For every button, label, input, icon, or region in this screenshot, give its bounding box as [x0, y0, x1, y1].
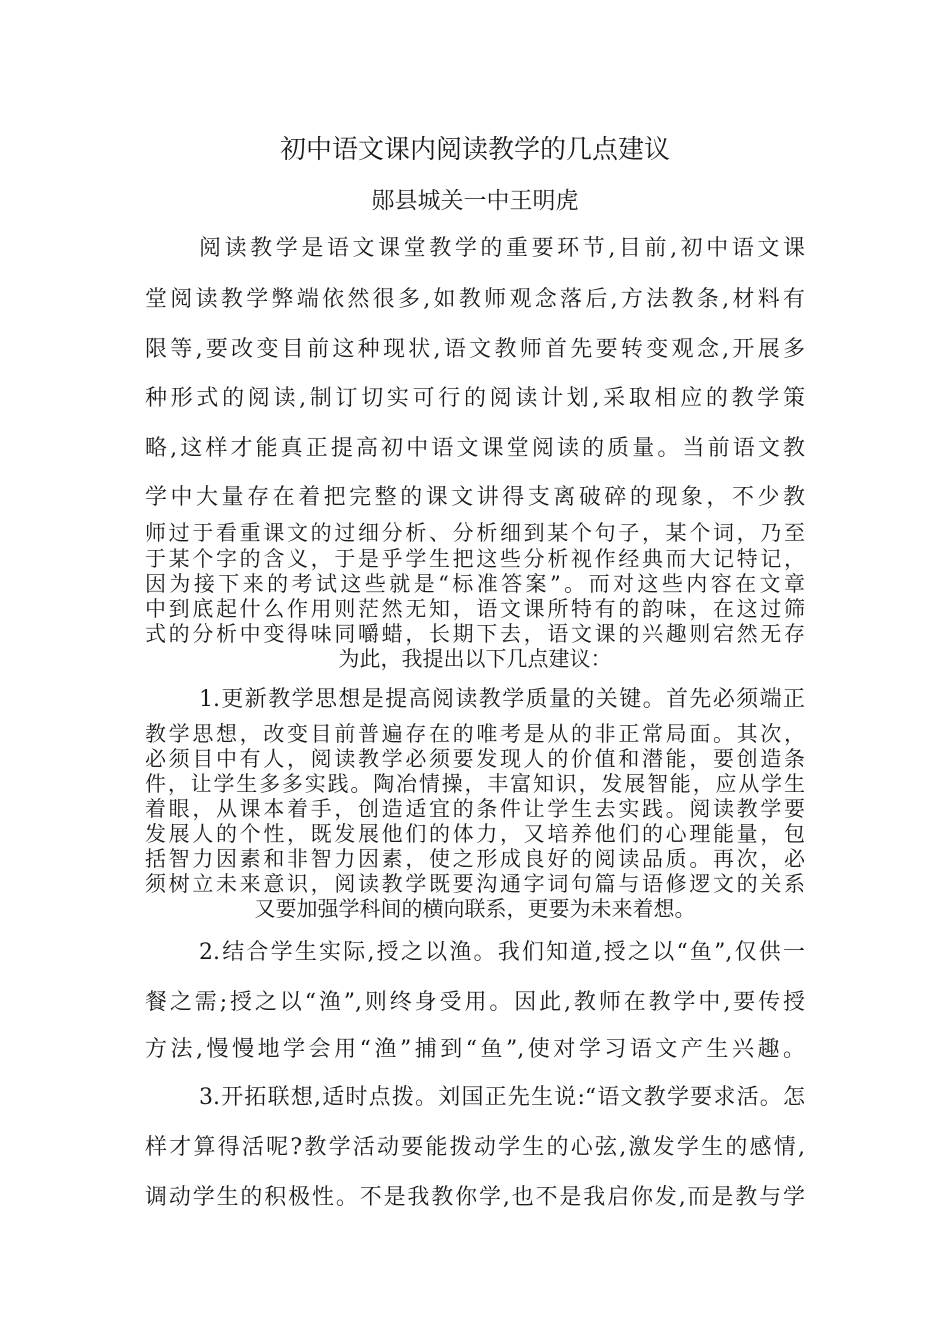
text-line: 1.更新教学思想是提高阅读教学质量的关键。首先必须端正 — [199, 687, 805, 712]
text-line: 2.结合学生实际,授之以渔。我们知道,授之以“鱼”,仅供一 — [199, 940, 805, 965]
document-title: 初中语文课内阅读教学的几点建议 — [279, 135, 670, 165]
text-line: 种形式的阅读,制订切实可行的阅读计划,采取相应的教学策 — [145, 386, 805, 411]
text-line: 于某个字的含义，于是乎学生把这些分析视作经典而大记特记， — [145, 547, 805, 571]
text-line: 中到底起什么作用则茫然无知，语文课所特有的韵味，在这过筛 — [145, 597, 805, 621]
text-line: 3.开拓联想,适时点拨。刘国正先生说:“语文教学要求活。怎 — [199, 1085, 805, 1110]
text-line: 必须目中有人，阅读教学必须要发现人的价值和潜能，要创造条 — [145, 747, 805, 771]
text-line: 须树立未来意识，阅读教学既要沟通字词句篇与语修逻文的关系 — [145, 872, 805, 896]
text-line: 为此，我提出以下几点建议： — [338, 647, 612, 671]
text-line: 因为接下来的考试这些就是“标准答案”。而对这些内容在文章 — [145, 572, 805, 596]
text-line: 又要加强学科间的横向联系，更要为未来着想。 — [254, 897, 696, 921]
text-line: 方法,慢慢地学会用“渔”捕到“鱼”,使对学习语文产生兴趣。 — [145, 1037, 805, 1062]
text-line: 餐之需;授之以“渔”,则终身受用。因此,教师在教学中,要传授 — [145, 990, 805, 1015]
text-line: 发展人的个性，既发展他们的体力，又培养他们的心理能量，包 — [145, 822, 805, 846]
text-line: 教学思想，改变目前普遍存在的唯考是从的非正常局面。其次， — [145, 722, 805, 746]
text-line: 括智力因素和非智力因素，使之形成良好的阅读品质。再次，必 — [145, 847, 805, 871]
text-line: 阅读教学是语文课堂教学的重要环节,目前,初中语文课 — [199, 236, 805, 261]
text-line: 限等,要改变目前这种现状,语文教师首先要转变观念,开展多 — [145, 337, 805, 362]
text-line: 着眼，从课本着手，创造适宜的条件让学生去实践。阅读教学要 — [145, 797, 805, 821]
text-line: 调动学生的积极性。不是我教你学,也不是我启你发,而是教与学 — [145, 1185, 805, 1210]
text-line: 略,这样才能真正提高初中语文课堂阅读的质量。当前语文教 — [145, 436, 805, 461]
text-line: 件，让学生多多实践。陶冶情操，丰富知识，发展智能，应从学生 — [145, 772, 805, 796]
text-line: 师过于看重课文的过细分析、分析细到某个句子，某个词，乃至 — [145, 521, 805, 545]
text-line: 学中大量存在着把完整的课文讲得支离破碎的现象，不少教 — [145, 485, 805, 510]
text-line: 样才算得活呢?教学活动要能拨动学生的心弦,激发学生的感情, — [145, 1135, 805, 1160]
text-line: 堂阅读教学弊端依然很多,如教师观念落后,方法教条,材料有 — [145, 287, 805, 312]
document-author: 郧县城关一中王明虎 — [371, 188, 579, 214]
text-line: 式的分析中变得味同嚼蜡，长期下去，语文课的兴趣则宕然无存 — [145, 622, 805, 646]
